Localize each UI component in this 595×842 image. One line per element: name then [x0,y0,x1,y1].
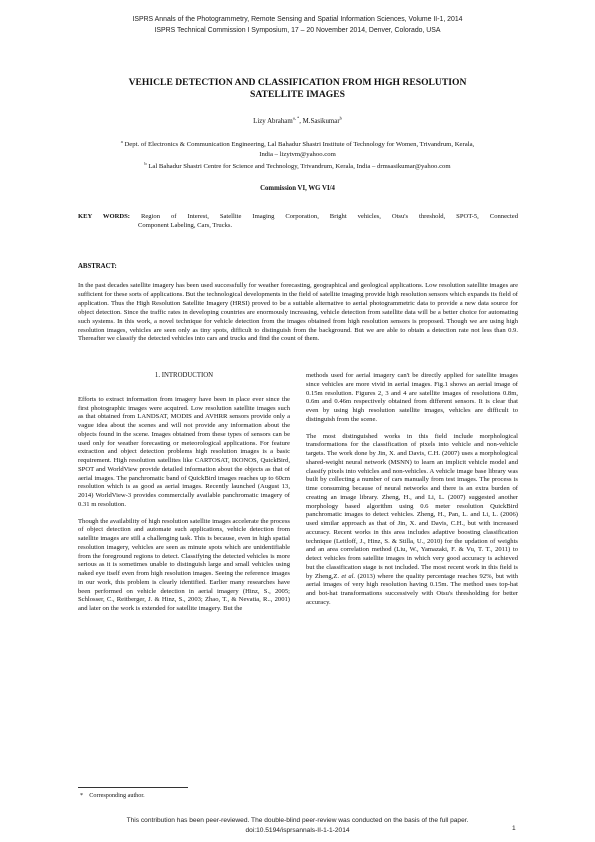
keywords-label: KEY WORDS: [78,213,130,220]
right-paragraph-1: methods used for aerial imagery can't be directly applied for satellite images since vehicles are more vivid in aerial images. Fig.1 shows an aerial image of 0.15m resolution. Figures 2, 3 and 4 are satellite images of resolutions 0.8m, 0.6m and 0.46m respectively obtained from different sensors. It is clear that even by using high resolution satellite images, vehicles are difficult to distinguish from the scene. [306,372,518,423]
footer [0,816,595,835]
intro-paragraph-2: Though the availability of high resolution satellite images accelerate the process of object detection and automate such applications, vehicle detection from satellite images are still a challenging task. This is because, even in high spatial resolution imagery, vehicles are seen as minute spots which are unidentifiable from the foreground regions to detect. Classifying the detected vehicles is more serious as it is sometimes unable to distinguish large and small vehicles using naked eye itself even from high resolution images. Seeing the reference images in our work, this problem is clearly identified. Earlier many researches have been performed on vehicle detection in aerial imagery (Hinz, S., 2005; Schlosser, C., Reitberger, J. & Hinz, S., 2003; Zhao, T., & Nevatia, R.., 2001) and later on the work is extended for satellite imagery. But the [78,517,290,612]
footnote-mark: * [80,792,84,799]
section-heading-introduction: 1. INTRODUCTION [154,372,214,379]
affiliation-b-line1: Lal Bahadur Shastri Centre for Science and Technology, Trivandrum, Kerala, India – drmsasikumar@yahoo.com [146,163,451,170]
intro-paragraph-1: Efforts to extract information from imagery have been in place ever since the first photographic images were acquired. Low resolution satellite images such as that obtained from LANDSAT, MODIS and AVHRR sensors provide only a vague idea about the scenes and will not provide any information about the objects found in the scene. Images obtained from these types of sensors can be used only for weather forecasting or meteorological applications. For feature extraction and object detection problems high resolution images is a basic requirement. High resolution satellites like CARTOSAT, IKONOS, QuickBird, SPOT and WorldView provide detailed information about the objects as that of aerial images. The panchromatic band of QuickBird images reaches up to 60cm resolution which is as good as aerial images. Recently launched (August 13, 2014) WorldView-3 provides commercially available panchromatic imagery of 0.31 m resolution. [78,395,290,508]
author-1: Lizy Abraham [253,118,293,125]
commission: Commission VI, WG VI/4 [260,185,335,192]
right-column [306,372,518,608]
affiliation-a-line1: Dept. of Electronics & Communication Engineering, Lal Bahadur Shastri Institute of Technology for Women, Trivandrum, Kerala, [122,141,475,148]
affiliation-a-mark: a [120,138,123,144]
footnote [80,792,145,799]
author-1-affiliation-mark: a, * [292,115,300,121]
paper-title-line2: SATELLITE IMAGES [250,89,345,100]
right-paragraph-2-part1: The most distinguished works in this field include morphological transformations for the classification of pixels into vehicle and non-vehicle targets. The work done by Jin, X. and Davis, C.H. (2007) uses a morphological shared-weight neural network (MSNN) to learn an implicit vehicle model and classify pixels into vehicles and non-vehicles. A vehicle image base library was built by collecting a number of cars manually from test images. The process is time consuming because of neural networks and there is an extra burden of creating an image library. Zheng, H., and Li, L. (2007) suggested another morphology based algorithm using 0.6 meter resolution QuickBird panchromatic images to detect vehicles. Zheng, H., Pan, L. and Li, L. (2006) used similar approach as that of Jin, X. and Davis, C.H., but with increased accuracy. Recent works in this area includes adaptive boosting classification technique (Leitloff, J., Hinz, S. & Stilla, U., 2010) for the updation of weights and an area correlation method (Liu, W., Yamazaki, F. & Vu, T. T., 2011) to detect vehicles from satellite images in which very good accuracy is achieved but the classification stage is not included. The most recent work in this field is by Zheng,Z. [306,432,518,580]
running-header-line2: ISPRS Technical Commission I Symposium, 17 – 20 November 2014, Denver, Colorado, USA [154,27,441,34]
footer-doi: doi:10.5194/isprsannals-II-1-1-2014 [245,826,350,834]
affiliation-b [60,162,535,172]
footnote-rule [78,787,188,788]
paper-title-line1: VEHICLE DETECTION AND CLASSIFICATION FROM HIGH RESOLUTION [128,77,467,88]
affiliation-a [60,140,535,159]
author-separator: , [299,118,303,125]
footnote-text: Corresponding author. [89,792,145,799]
abstract-heading: ABSTRACT: [78,263,117,270]
keywords [78,213,518,231]
footer-peer-review-note: This contribution has been peer-reviewed. The double-blind peer-review was conducted on the basis of the full paper. [126,817,469,824]
keywords-line2: Component Labeling, Cars, Trucks. [138,221,233,229]
authors [60,117,535,127]
affiliation-b-mark: b [144,160,147,166]
abstract-text: In the past decades satellite imagery has been used successfully for weather forecasting, geographical and geological applications. Low resolution satellite images are sufficient for these sorts of applications. But the technological developments in the field of satellite imaging provide high resolution sensors which expands its field of application. Thus the High Resolution Satellite Imagery (HRSI) proved to be a suitable alternative to aerial photogrammetric data to provide a new data source for object detection. Since the traffic rates in developing countries are enormously increasing, vehicle detection from satellite data will be a better choice for automating such systems. In this work, a novel technique for vehicle detection from the images obtained from high resolution sensors is proposed. Though we are using high resolution images, vehicles are seen only as tiny spots, difficult to distinguish from the background. But we are able to obtain a detection rate not less than 0.9. Thereafter we classify the detected vehicles into cars and trucks and find the count of them. [78,282,518,343]
affiliation-a-line2: India – lizytvm@yahoo.com [259,150,336,158]
left-column [78,372,290,614]
author-2-affiliation-mark: b [339,115,342,121]
right-paragraph-2-et-al: et al. [341,572,356,580]
author-2: M.Sasikumar [302,118,340,125]
paper-title [60,77,535,101]
right-paragraph-2 [306,433,518,608]
running-header-line1: ISPRS Annals of the Photogrammetry, Remote Sensing and Spatial Information Sciences, Volume II-1, 2014 [132,16,463,23]
page-number: 1 [512,825,516,832]
right-paragraph-2-part2: (2013) where the quality percentage reaches 92%, but with aerial images of very high resolution having 0.15m. The method uses top-hat and bot-hat transformations successively with Otsu's thresholding for better accuracy. [306,572,519,606]
keywords-line1: Region of Interest, Satellite Imaging Corporation, Bright vehicles, Otsu's threshold, SPOT-5, Connected [140,213,518,220]
